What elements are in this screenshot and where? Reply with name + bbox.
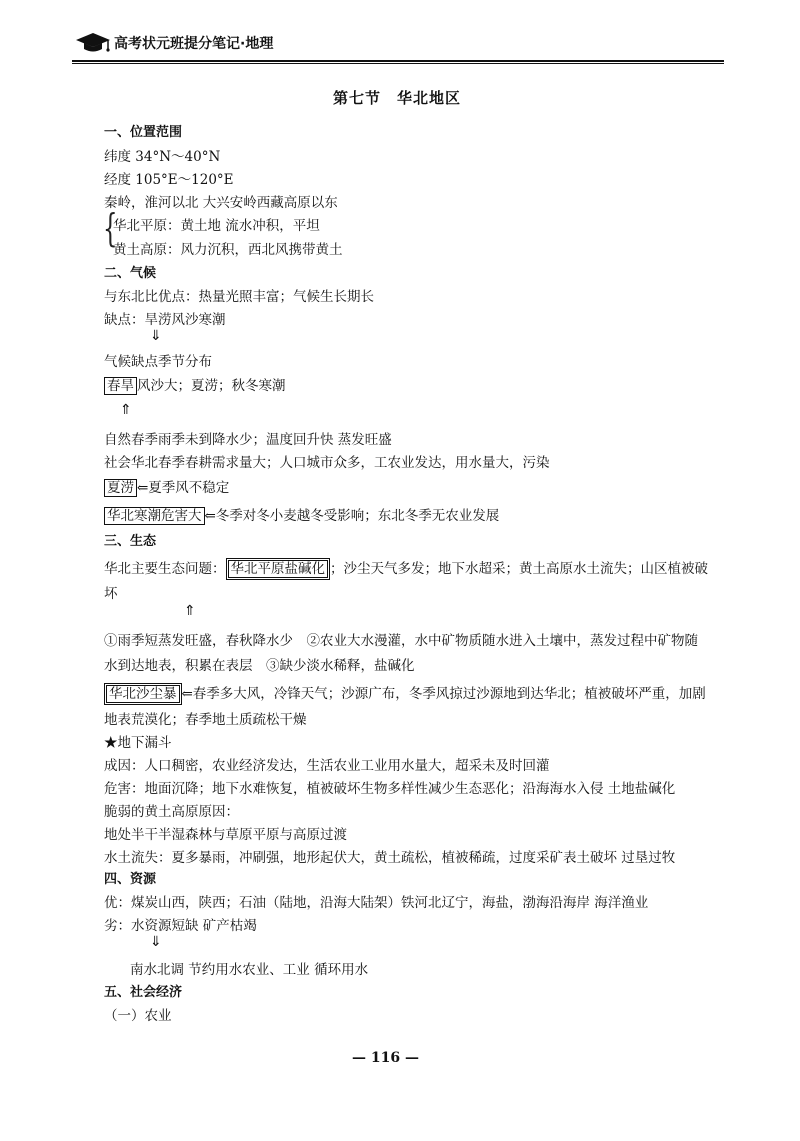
s3-erosion: 水土流失：夏多暴雨，冲刷强，地形起伏大，黄土疏松，植被稀疏，过度采矿表土破坏 过垦过牧 bbox=[104, 850, 676, 866]
sandstorm-rest: ⇐春季多大风，冷锋天气；沙源广布，冬季风掠过沙源地到达华北；植被破坏严重，加剧 bbox=[181, 686, 706, 702]
s4-advantage: 优：煤炭山西，陕西；石油（陆地，沿海大陆架）铁河北辽宁，海盐，渤海沿海岸 海洋渔业 bbox=[104, 895, 649, 911]
s3-heading: 三、生态 bbox=[104, 534, 157, 549]
s2-spring-line bbox=[104, 374, 286, 394]
s1-brace-item-1: 华北平原：黄土地 流水冲积，平坦 bbox=[113, 218, 320, 234]
s2-advantage: 与东北比优点：热量光照丰富；气候生长期长 bbox=[104, 289, 374, 305]
sandstorm-box: 华北沙尘暴 bbox=[104, 683, 182, 705]
s3-main-tail: 坏 bbox=[104, 586, 118, 602]
summer-rest: ⇐夏季风不稳定 bbox=[137, 480, 230, 496]
s3-funnel-harm: 危害：地面沉降；地下水难恢复，植被破坏生物多样性减少生态恶化；沿海海水入侵 土地盐碱化 bbox=[104, 781, 676, 797]
section-title: 第七节 华北地区 bbox=[333, 89, 462, 107]
s5-subheading: （一）农业 bbox=[104, 1008, 172, 1024]
s2-season: 气候缺点季节分布 bbox=[104, 354, 212, 370]
s3-loess: 脆弱的黄土高原原因： bbox=[104, 804, 239, 820]
cold-wave-box: 华北寒潮危害大 bbox=[104, 507, 205, 525]
s3-cause-1: ①雨季短蒸发旺盛，春秋降水少 ②农业大水漫灌，水中矿物质随水进入土壤中，蒸发过程中矿物随 bbox=[104, 633, 698, 649]
arrow-up-icon: ⇑ bbox=[120, 402, 132, 418]
summer-flood-box: 夏涝 bbox=[104, 479, 137, 497]
s3-sandstorm-cont: 地表荒漠化；春季地土质疏松干燥 bbox=[104, 712, 307, 728]
salinization-box: 华北平原盐碱化 bbox=[226, 558, 331, 580]
s3-main-post: ；沙尘天气多发；地下水超采；黄土高原水土流失；山区植被破 bbox=[330, 561, 708, 577]
s4-solution: 南水北调 节约用水农业、工业 循环用水 bbox=[130, 962, 369, 978]
s3-funnel-title: ★地下漏斗 bbox=[104, 735, 172, 751]
brace-icon: { bbox=[103, 206, 118, 250]
s3-sandstorm-line bbox=[104, 682, 706, 702]
s3-main-pre: 华北主要生态问题： bbox=[104, 561, 226, 577]
s5-heading: 五、社会经济 bbox=[104, 985, 183, 1000]
s2-heading: 二、气候 bbox=[104, 266, 157, 281]
s3-funnel-cause: 成因：人口稠密，农业经济发达，生活农业工业用水量大，超采未及时回灌 bbox=[104, 758, 550, 774]
spring-rest: 风沙大；夏涝；秋冬寒潮 bbox=[137, 378, 286, 394]
s4-disadvantage: 劣：水资源短缺 矿产枯竭 bbox=[104, 918, 257, 934]
s3-main-line bbox=[104, 557, 708, 577]
s1-heading: 一、位置范围 bbox=[104, 125, 183, 140]
s2-summer-line bbox=[104, 476, 229, 496]
s3-cause-2: 水到达地表，积累在表层 ③缺少淡水稀释，盐碱化 bbox=[104, 658, 415, 674]
s2-natural: 自然春季雨季未到降水少；温度回升快 蒸发旺盛 bbox=[104, 432, 392, 448]
s2-cold-line bbox=[104, 504, 499, 524]
header-rule bbox=[72, 60, 724, 62]
page-number: — 116 — bbox=[352, 1050, 419, 1066]
spring-drought-box: 春旱 bbox=[104, 377, 137, 395]
s4-heading: 四、资源 bbox=[104, 872, 157, 887]
cold-rest: ⇐冬季对冬小麦越冬受影响；东北冬季无农业发展 bbox=[204, 508, 500, 524]
arrow-up-icon: ⇑ bbox=[184, 603, 196, 619]
s1-longitude: 经度 105°E～120°E bbox=[104, 172, 234, 188]
s3-loess-location: 地处半干半湿森林与草原平原与高原过渡 bbox=[104, 827, 347, 843]
graduation-cap-logo-icon bbox=[74, 30, 112, 54]
s1-latitude: 纬度 34°N～40°N bbox=[104, 149, 221, 165]
s2-social: 社会华北春季春耕需求量大；人口城市众多，工农业发达，用水量大，污染 bbox=[104, 455, 550, 471]
header-rule-thin bbox=[72, 63, 724, 64]
arrow-down-icon: ⇓ bbox=[150, 328, 162, 344]
s1-bounds: 秦岭，淮河以北 大兴安岭西藏高原以东 bbox=[104, 195, 338, 211]
arrow-down-icon: ⇓ bbox=[150, 934, 162, 950]
s2-disadvantage: 缺点：旱涝风沙寒潮 bbox=[104, 312, 226, 328]
s1-brace-item-2: 黄土高原：风力沉积，西北风携带黄土 bbox=[113, 242, 343, 258]
header-title: 高考状元班提分笔记·地理 bbox=[114, 36, 274, 52]
